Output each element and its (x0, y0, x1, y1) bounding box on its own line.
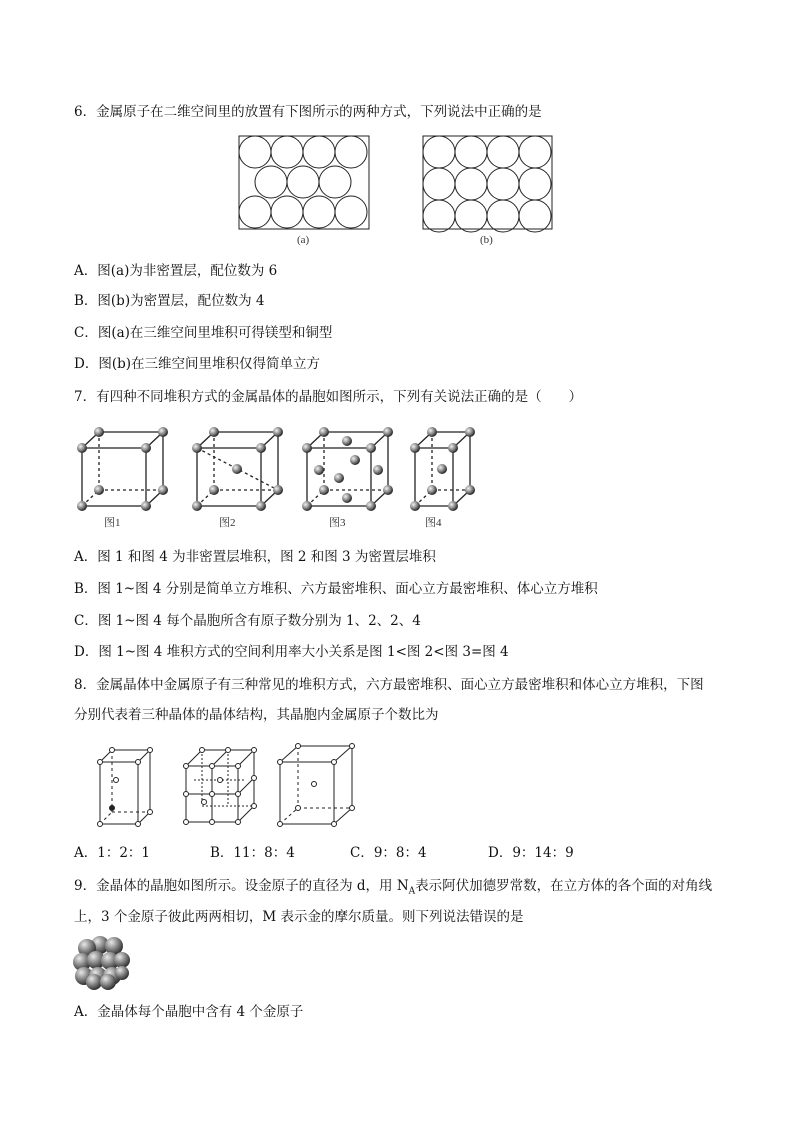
q6-stem: 6．金属原子在二维空间里的放置有下图所示的两种方式，下列说法中正确的是 (74, 104, 542, 120)
q7-figure-unit-cells (72, 420, 492, 532)
figure-a-close-packed (239, 136, 369, 229)
q9-stem-part2: 表示阿伏加德罗常数，在立方体的各个面的对角线 (415, 878, 713, 894)
q9-stem-subscript: A (408, 886, 416, 897)
q8-choice-b: B．11：8：4 (210, 845, 295, 861)
q8-stem-line1: 8．金属晶体中金属原子有三种常见的堆积方式，六方最密堆积、面心立方最密堆积和体心立方堆积，下图 (74, 677, 704, 693)
q6-option-a: A．图(a)为非密置层，配位数为 6 (74, 263, 278, 279)
fig3-caption: 图3 (329, 517, 346, 529)
fig4-caption: 图4 (425, 517, 442, 529)
q8-stem-line2: 分别代表着三种晶体的晶体结构，其晶胞内金属原子个数比为 (74, 707, 439, 723)
q7-stem: 7．有四种不同堆积方式的金属晶体的晶胞如图所示，下列有关说法正确的是（ ） (74, 389, 583, 405)
q6-option-d: D．图(b)在三维空间里堆积仅得简单立方 (74, 356, 320, 372)
fig2-caption: 图2 (219, 517, 236, 529)
figure-b-caption: (b) (480, 234, 493, 246)
figure-b-square-packed (423, 136, 552, 232)
fig1-caption: 图1 (104, 517, 121, 529)
q8-choice-c: C．9：8：4 (350, 845, 427, 861)
q6-option-c: C．图(a)在三维空间里堆积可得镁型和铜型 (74, 325, 333, 341)
q9-stem-line1 (74, 877, 712, 901)
q8-choice-a: A．1：2：1 (74, 845, 151, 861)
q9-gold-cell-figure (70, 934, 132, 992)
q8-structure-1 (100, 750, 150, 824)
fig1-simple-cubic (82, 432, 163, 506)
q9-option-a: A．金晶体每个晶胞中含有 4 个金原子 (74, 1004, 304, 1020)
q7-option-c: C．图 1~图 4 每个晶胞所含有原子数分别为 1、2、2、4 (74, 613, 421, 629)
q7-option-b: B．图 1~图 4 分别是简单立方堆积、六方最密堆积、面心立方最密堆积、体心立方堆积 (74, 581, 598, 597)
q9-stem-line2: 上，3 个金原子彼此两两相切，M 表示金的摩尔质量。则下列说法错误的是 (74, 909, 524, 925)
figure-a-caption: (a) (297, 234, 310, 246)
q9-stem-part1: 9．金晶体的晶胞如图所示。设金原子的直径为 d，用 N (74, 878, 409, 894)
q8-choice-d: D．9：14：9 (488, 845, 574, 861)
q6-option-b: B．图(b)为密置层，配位数为 4 (74, 293, 265, 309)
q7-option-d: D．图 1~图 4 堆积方式的空间利用率大小关系是图 1<图 2<图 3=图 4 (74, 644, 509, 660)
q8-choices (74, 844, 574, 862)
q8-figure-crystal-structures (96, 740, 358, 832)
q7-option-a: A．图 1 和图 4 为非密置层堆积，图 2 和图 3 为密置层堆积 (74, 549, 436, 565)
q6-figure-packing-layers (236, 133, 556, 248)
q8-structure-2 (186, 750, 254, 822)
